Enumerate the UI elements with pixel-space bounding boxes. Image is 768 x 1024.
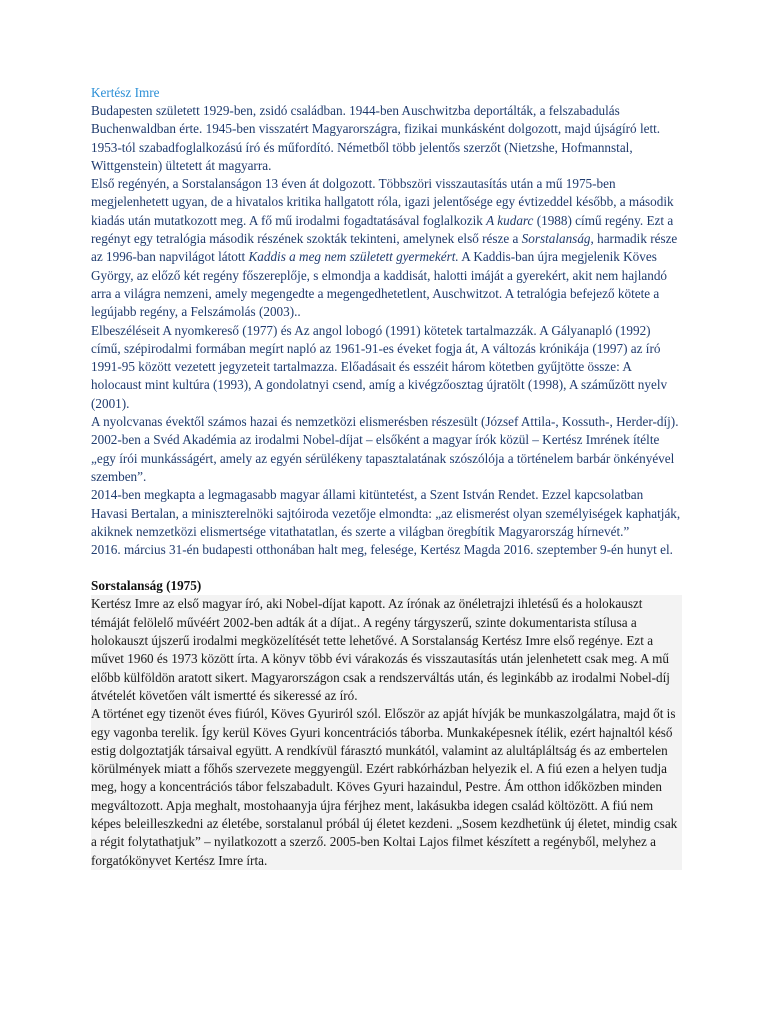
bio-paragraph-1: Budapesten született 1929-ben, zsidó családban. 1944-ben Auschwitzba deportálták, a felszabadulás Buchenwaldban érte. 1945-ben visszatért Magyarországra, fizikai munkásként dolgozott, majd újságíró lett. 1953-tól szabadfoglalkozású író és műfordító. Németből több jelentős szerzőt (Nietzshe, Hofmannstal, Wittgenstein) ültetett át magyarra.	[91, 103, 661, 173]
section-title: Sorstalanság (1975)	[91, 578, 202, 594]
section-paragraph-2: A történet egy tizenöt éves fiúról, Köves Gyuriról szól. Először az apját hívják be munkaszolgálatra, majd őt is egy vagonba terelik. Így kerül Köves Gyuri koncentrációs táborba. Munkaképesnek ítélik, ezért hajnaltól késő estig dolgoztatják társaival együtt. A rendkívül fárasztó munkától, valamint az alultápláltság és az embertelen körülmények miatt a főhős szervezete meggyengül. Ezért rabkórházban helyezik el. A fiú ezen a helyen tudja meg, hogy a koncentrációs tábor felszabadult. Köves Gyuri hazaindul, Pestre. Ám otthon időközben minden megváltozott. Apja meghalt, mostohaanyja újra férjhez ment, lakásukba idegen család költözött. A fiú nem képes beleilleszkedni az életébe, sorstalanul próbál új életet kezdeni. „Sosem kezdhetünk új életet, mindig csak a régit folytathatjuk” – nyilatkozott a szerző. 2005-ben Koltai Lajos filmet készített a regényből, melyhez a forgatókönyvet Kertész Imre írta.	[91, 706, 678, 868]
bio-paragraph-6: 2016. március 31-én budapesti otthonában halt meg, felesége, Kertész Magda 2016. szeptember 9-én hunyt el.	[91, 542, 673, 558]
bio-body	[91, 102, 682, 559]
bio-paragraph-4: A nyolcvanas évektől számos hazai és nemzetközi elismerésben részesült (József Attila-, Kossuth-, Herder-díj). 2002-ben a Svéd Akadémia az irodalmi Nobel-díjat – elsőként a magyar írók közül – Kertész Imrének ítélte „egy írói munkásságért, amely az egyén sérülékeny tapasztalatának szószólója a történelem barbár önkényével szemben”.	[91, 414, 679, 484]
bio-paragraph-2: Első regényén, a Sorstalanságon 13 éven át dolgozott. Többszöri visszautasítás után a mű 1975-ben megjelenhetett ugyan, de a hivatalos kritika hallgatott róla, igazi jelentősége egy évtizeddel később, a második kiadás után mutatkozott meg. A fő mű irodalmi fogadtatásával foglalkozik A kudarc (1988) című regény. Ezt a regényt egy tetralógia második részének szokták tekinteni, amelynek első része a Sorstalanság, harmadik része az 1996-ban napvilágot látott Kaddis a meg nem született gyermekért. A Kaddis-ban újra megjelenik Köves György, az előző két regény főszereplője, s elmondja a kaddisát, halotti imáját a gyerekért, akit nem hajlandó arra a világra nemzeni, amely megengedte a megengedhetetlent, Auschwitzot. A tetralógia befejező kötete a legújabb regény, a Felszámolás (2003)..	[91, 176, 678, 320]
title-kaddis: Kaddis a meg nem született gyermekért.	[248, 249, 459, 265]
title-a-kudarc: A kudarc	[486, 212, 534, 228]
title-sorstalansag: Sorstalanság	[521, 231, 591, 247]
bio-paragraph-5: 2014-ben megkapta a legmagasabb magyar állami kitüntetést, a Szent István Rendet. Ezzel kapcsolatban Havasi Bertalan, a miniszterelnöki sajtóiroda vezetője elmondta: „az elismerést olyan személyiségek kaphatják, akiknek nemzetközi elismertsége vitathatatlan, és szerte a világban öregbítik Magyarország hírnevét.”	[91, 487, 681, 539]
section-paragraph-1: Kertész Imre az első magyar író, aki Nobel-díjat kapott. Az írónak az önéletrajzi ihletésű és a holokauszt témáját felölelő művéért 2002-ben adták át a díjat.. A regény tárgyszerű, szinte dokumentarista stílusa a holokauszt újszerű irodalmi megközelítését tette lehetővé. A Sorstalanság Kertész Imre első regénye. Ezt a művet 1960 és 1973 között írta. A könyv több évi várakozás és visszautasítás után jelenhetett csak meg. A mű előbb külföldön aratott sikert. Magyarországon csak a rendszerváltás után, és leginkább az irodalmi Nobel-díj átvételét követően vált ismertté és sikeressé az író.	[91, 596, 670, 703]
bio-paragraph-3: Elbeszéléseit A nyomkereső (1977) és Az angol lobogó (1991) kötetek tartalmazzák. A Gályanapló (1992) című, szépirodalmi formában megírt napló az 1961-91-es éveket fogja át, A változás krónikája (1997) az író 1991-95 között vezetett jegyzeteit tartalmazza. Előadásait és esszéit három kötetben gyűjtötte össze: A holocaust mint kultúra (1993), A gondolatnyi csend, amíg a kivégzőosztag újratölt (1998), A száműzött nyelv (2001).	[91, 322, 668, 411]
section-spacer	[91, 559, 682, 577]
bio-title: Kertész Imre	[91, 85, 160, 100]
section-body	[91, 595, 682, 869]
